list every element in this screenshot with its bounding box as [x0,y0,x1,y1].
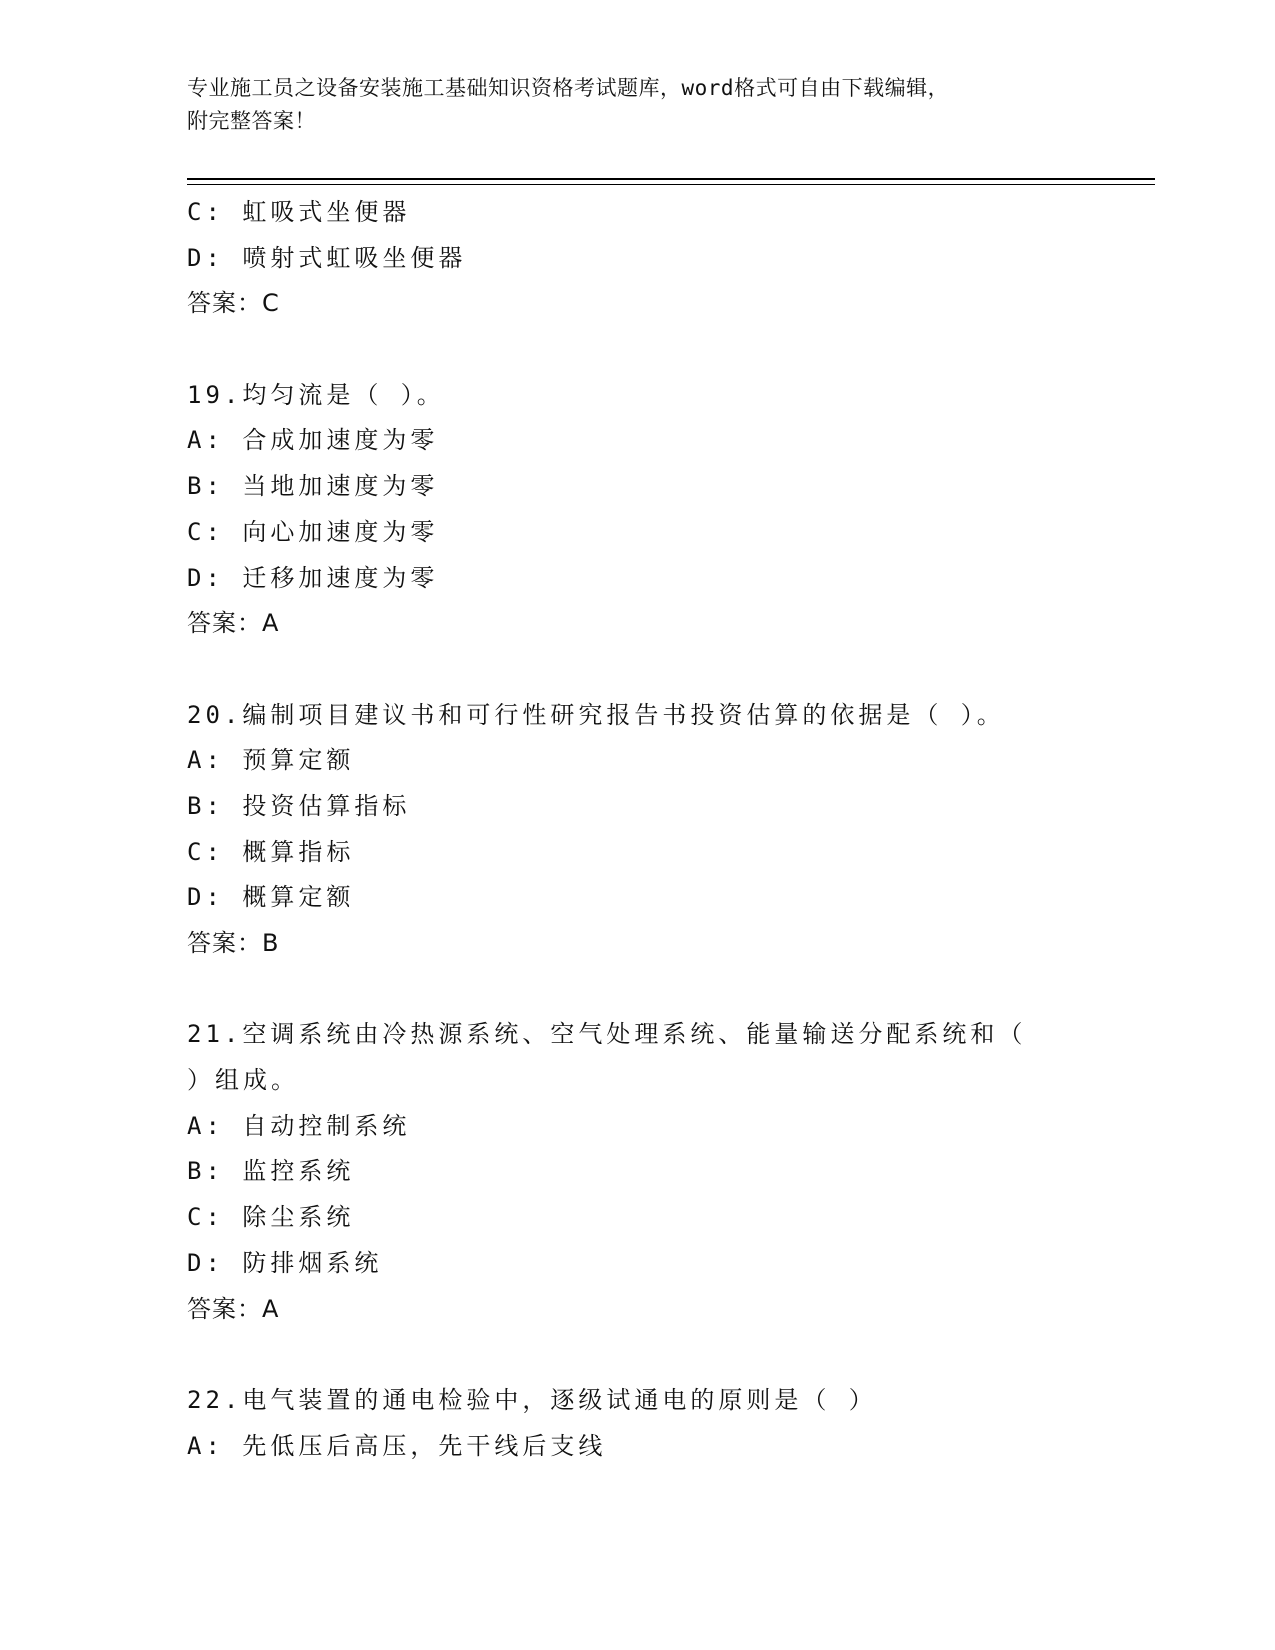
question-stem: 20.编制项目建议书和可行性研究报告书投资估算的依据是（ ）。 [187,700,1005,729]
question-stem: 22.电气装置的通电检验中，逐级试通电的原则是（ ） [187,1385,877,1414]
option-a: A: 先低压后高压，先干线后支线 [187,1431,607,1460]
question-block-19 [187,373,1087,647]
option-d: D: 迁移加速度为零 [187,563,439,592]
spacer [187,327,1087,373]
answer-line: 答案：A [187,1294,280,1323]
document-header [187,72,1087,138]
option-d: D: 概算定额 [187,883,355,912]
question-stem: 21.空调系统由冷热源系统、空气处理系统、能量输送分配系统和（ [187,1020,1027,1049]
question-block-22 [187,1378,1087,1469]
option-c: C: 虹吸式坐便器 [187,198,411,226]
spacer [187,967,1087,1013]
option-a: A: 合成加速度为零 [187,426,439,455]
answer-line: 答案：C [187,289,280,318]
option-b: B: 投资估算指标 [187,791,411,820]
header-divider-thick [187,178,1155,180]
question-stem: 19.均匀流是（ ）。 [187,380,445,409]
option-c: C: 概算指标 [187,837,355,866]
option-a: A: 自动控制系统 [187,1111,411,1140]
option-c: C: 除尘系统 [187,1203,355,1232]
header-title-line-2: 附完整答案！ [187,109,316,133]
option-d: D: 喷射式虹吸坐便器 [187,243,467,272]
question-stem-continued: ）组成。 [187,1066,299,1095]
question-list [187,190,1087,1469]
option-a: A: 预算定额 [187,746,355,775]
header-divider-thin [187,184,1155,185]
question-block-18-continued [187,190,1087,327]
option-d: D: 防排烟系统 [187,1248,383,1277]
question-block-21 [187,1012,1087,1332]
question-block-20 [187,693,1087,967]
spacer [187,1332,1087,1378]
option-c: C: 向心加速度为零 [187,517,439,546]
option-b: B: 当地加速度为零 [187,472,439,501]
answer-line: 答案：A [187,609,280,638]
header-title-line-1: 专业施工员之设备安装施工基础知识资格考试题库，word格式可自由下载编辑， [187,76,950,100]
spacer [187,647,1087,693]
answer-line: 答案：B [187,929,280,957]
option-b: B: 监控系统 [187,1157,355,1186]
